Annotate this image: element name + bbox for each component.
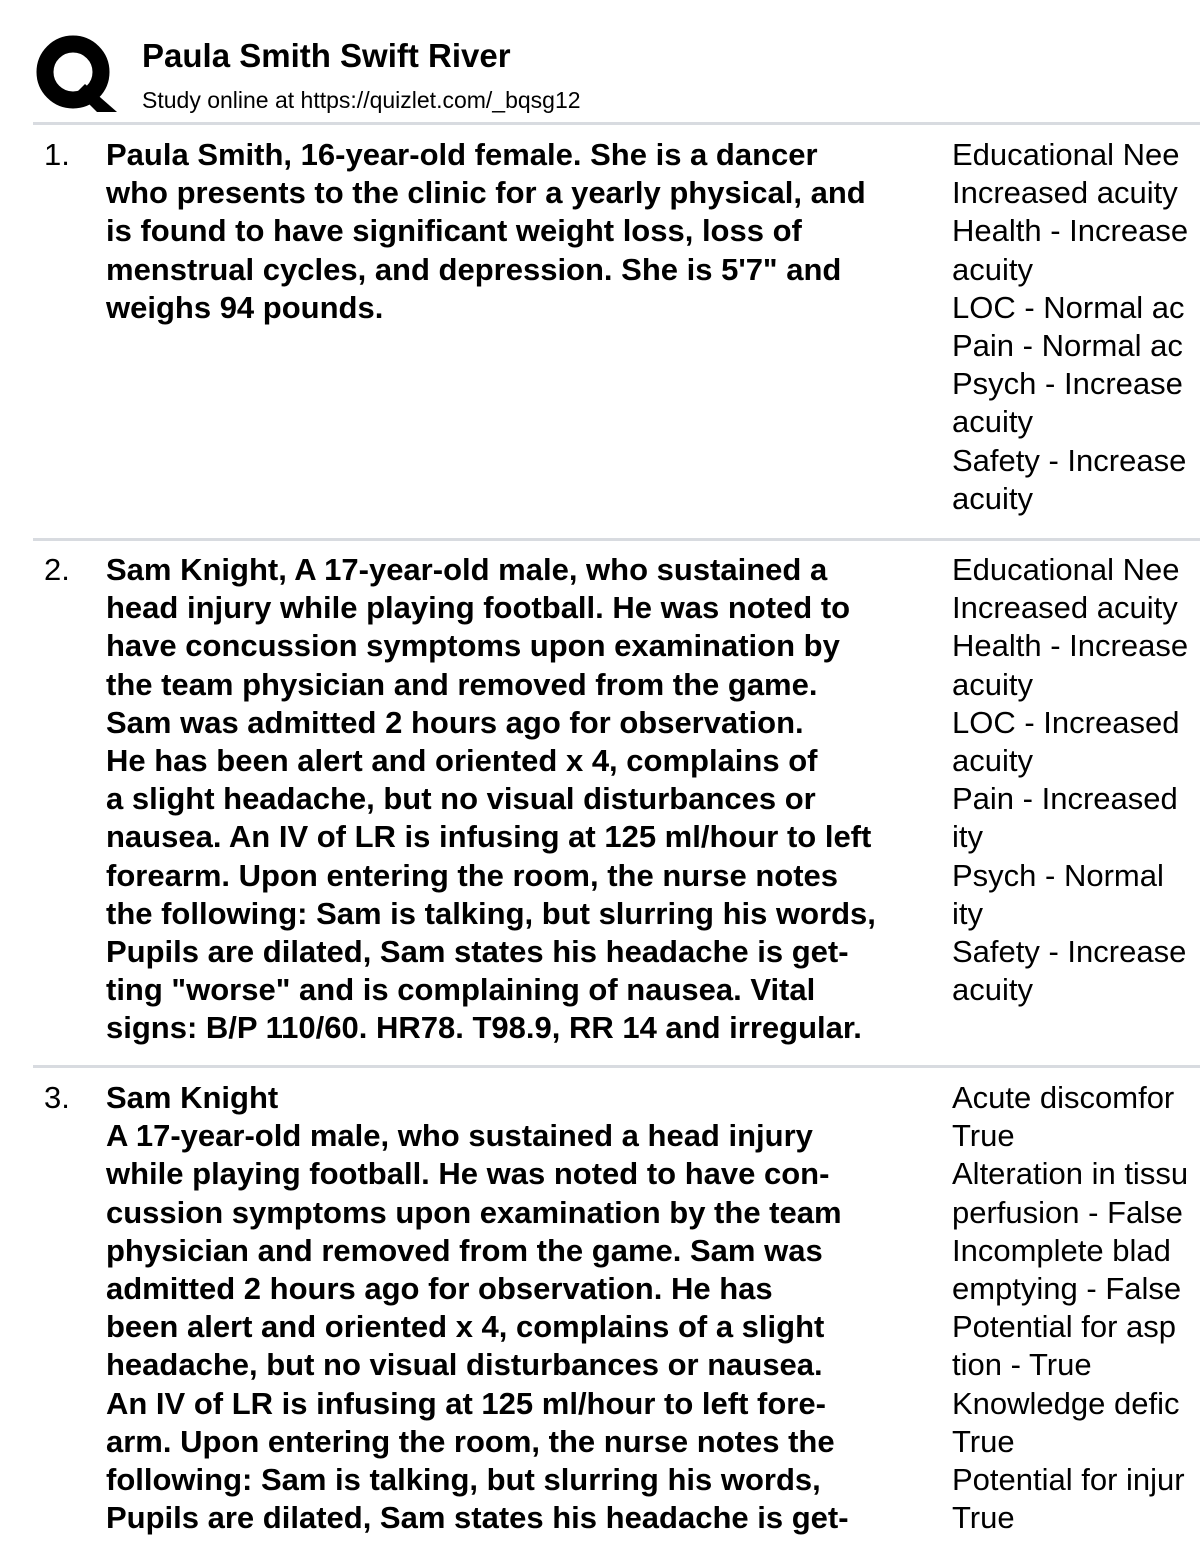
text-line: a slight headache, but no visual disturbances or <box>106 781 816 817</box>
study-online-link[interactable]: Study online at https://quizlet.com/_bqsg12 <box>142 87 581 113</box>
text-line: have concussion symptoms upon examination by <box>106 628 840 664</box>
text-line: forearm. Upon entering the room, the nurse notes <box>106 857 839 893</box>
text-line: menstrual cycles, and depression. She is 5'7" and <box>106 251 842 287</box>
text-line: Pain - Increased <box>952 781 1178 817</box>
text-line: Sam was admitted 2 hours ago for observation. <box>106 704 804 740</box>
text-line: Incomplete blad <box>952 1232 1171 1268</box>
text-line: Psych - Normal <box>952 857 1164 893</box>
text-line: ity <box>952 819 983 855</box>
text-line: emptying - False <box>952 1271 1182 1307</box>
text-line: tion - True <box>952 1347 1092 1383</box>
card-number: 3. <box>44 1080 70 1115</box>
text-line: been alert and oriented x 4, complains of a slight <box>106 1309 825 1345</box>
text-line: He has been alert and oriented x 4, complains of <box>106 743 818 779</box>
text-line: perfusion - False <box>952 1194 1183 1230</box>
text-line: True <box>952 1500 1015 1536</box>
card-divider <box>33 538 1200 541</box>
text-line: is found to have significant weight loss, loss of <box>106 213 802 249</box>
card-term <box>106 1079 956 1537</box>
text-line: ity <box>952 895 983 931</box>
text-line: headache, but no visual disturbances or nausea. <box>106 1347 823 1383</box>
card-number: 2. <box>44 552 70 587</box>
text-line: acuity <box>952 743 1033 779</box>
text-line: Health - Increase <box>952 213 1189 249</box>
text-line: Sam Knight <box>106 1080 279 1115</box>
text-line: Paula Smith, 16-year-old female. She is a dancer <box>106 137 818 172</box>
text-line: Alteration in tissu <box>952 1156 1189 1192</box>
text-line: Educational Nee <box>952 137 1180 172</box>
text-line: physician and removed from the game. Sam was <box>106 1232 823 1268</box>
text-line: nausea. An IV of LR is infusing at 125 ml/hour to left <box>106 819 872 855</box>
card-number: 1. <box>44 137 70 172</box>
text-line: following: Sam is talking, but slurring his words, <box>106 1462 821 1498</box>
text-line: acuity <box>952 666 1033 702</box>
text-line: Pupils are dilated, Sam states his headache is get- <box>106 934 849 970</box>
text-line: acuity <box>952 972 1033 1008</box>
text-line: Sam Knight, A 17-year-old male, who sustained a <box>106 552 828 587</box>
text-line: Increased acuity <box>952 175 1178 211</box>
text-line: An IV of LR is infusing at 125 ml/hour to left fore- <box>106 1385 826 1421</box>
text-line: Educational Nee <box>952 552 1180 587</box>
text-line: Safety - Increase <box>952 934 1187 970</box>
text-line: LOC - Increased <box>952 704 1180 740</box>
text-line: cussion symptoms upon examination by the team <box>106 1194 842 1230</box>
card-definition <box>952 551 1200 1009</box>
card-term <box>106 136 956 327</box>
text-line: admitted 2 hours ago for observation. He has <box>106 1271 773 1307</box>
text-line: Health - Increase <box>952 628 1189 664</box>
text-line: signs: B/P 110/60. HR78. T98.9, RR 14 and irregular. <box>106 1010 862 1046</box>
quizlet-logo-icon <box>33 34 119 114</box>
card-definition <box>952 1079 1200 1537</box>
text-line: who presents to the clinic for a yearly physical, and <box>106 175 866 211</box>
text-line: Potential for injur <box>952 1462 1185 1498</box>
text-line: ting "worse" and is complaining of nausea. Vital <box>106 972 816 1008</box>
header-divider <box>33 122 1200 125</box>
text-line: while playing football. He was noted to have con- <box>106 1156 830 1192</box>
text-line: Acute discomfor <box>952 1080 1175 1115</box>
text-line: Pupils are dilated, Sam states his headache is get- <box>106 1500 849 1536</box>
text-line: LOC - Normal ac <box>952 289 1185 325</box>
card-term <box>106 551 956 1048</box>
text-line: Pain - Normal ac <box>952 328 1183 364</box>
card-definition <box>952 136 1200 518</box>
text-line: the following: Sam is talking, but slurring his words, <box>106 895 876 931</box>
text-line: True <box>952 1423 1015 1459</box>
text-line: Increased acuity <box>952 590 1178 626</box>
text-line: arm. Upon entering the room, the nurse notes the <box>106 1423 835 1459</box>
text-line: head injury while playing football. He was noted to <box>106 590 851 626</box>
card-divider <box>33 1065 1200 1068</box>
text-line: the team physician and removed from the game. <box>106 666 818 702</box>
text-line: Safety - Increase <box>952 442 1187 478</box>
text-line: acuity <box>952 251 1033 287</box>
text-line: A 17-year-old male, who sustained a head injury <box>106 1118 813 1154</box>
text-line: acuity <box>952 404 1033 440</box>
text-line: True <box>952 1118 1015 1154</box>
text-line: acuity <box>952 480 1033 516</box>
text-line: Psych - Increase <box>952 366 1183 402</box>
text-line: Knowledge defic <box>952 1385 1180 1421</box>
set-title: Paula Smith Swift River <box>142 37 511 74</box>
text-line: Potential for asp <box>952 1309 1177 1345</box>
text-line: weighs 94 pounds. <box>106 289 384 325</box>
